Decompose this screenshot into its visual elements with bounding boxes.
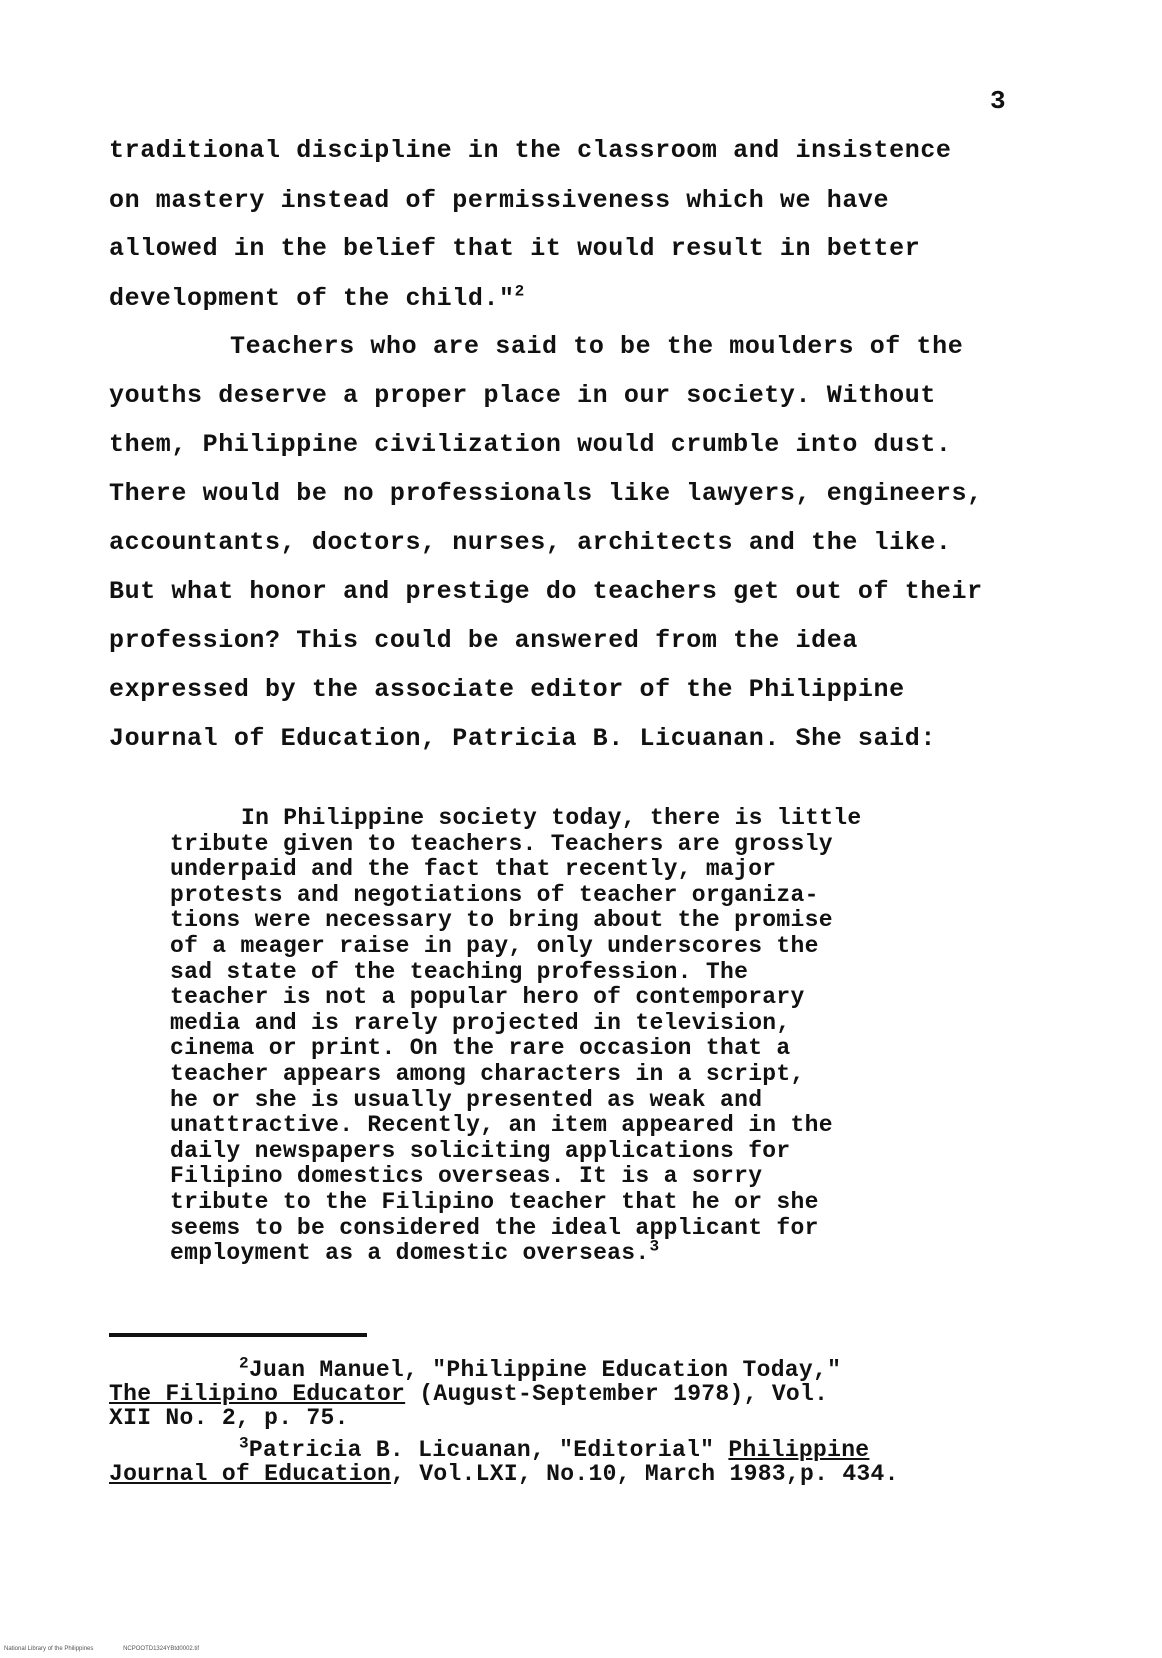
quote-line: In Philippine society today, there is little	[241, 805, 862, 831]
footnote-text: Juan Manuel, "Philippine Education Today,"	[248, 1357, 842, 1383]
body-text-line: There would be no professionals like lawyers, engineers,	[109, 479, 983, 508]
footnote-ref: 2	[514, 282, 525, 301]
body-text-line: Journal of Education, Patricia B. Licuanan. She said:	[109, 724, 936, 753]
quote-line: cinema or print. On the rare occasion that a	[170, 1035, 791, 1062]
quote-line: teacher is not a popular hero of contemporary	[170, 984, 805, 1011]
archive-footer-right: NCPOOTD1324YBtd0002.tif	[123, 1646, 200, 1652]
footnote-3	[109, 1434, 1029, 1487]
quote-line: media and is rarely projected in television,	[170, 1009, 791, 1036]
quote-line: of a meager raise in pay, only underscores the	[170, 932, 819, 959]
quote-line: tribute given to teachers. Teachers are grossly	[170, 830, 833, 857]
body-text-line: youths deserve a proper place in our society. Without	[109, 381, 936, 410]
quote-line: tions were necessary to bring about the promise	[170, 907, 833, 934]
page-number: 3	[990, 86, 1006, 116]
body-text-line: accountants, doctors, nurses, architects and the like.	[109, 528, 952, 557]
quote-line: Filipino domestics overseas. It is a sorry	[170, 1163, 763, 1190]
body-text-line: allowed in the belief that it would result in better	[109, 234, 921, 263]
archive-footer	[4, 1646, 227, 1652]
body-text-line: traditional discipline in the classroom and insistence	[109, 136, 952, 165]
footnote-title: Journal of Education	[109, 1461, 392, 1487]
footnote-2	[109, 1354, 1029, 1431]
body-text-line: But what honor and prestige do teachers get out of their	[109, 577, 983, 606]
quote-line: seems to be considered the ideal applicant for	[170, 1214, 819, 1241]
quote-line-last	[170, 1237, 950, 1267]
quote-text: employment as a domestic overseas.	[170, 1240, 650, 1267]
quote-line: tribute to the Filipino teacher that he or she	[170, 1188, 819, 1215]
footnote-title: Philippine	[728, 1437, 870, 1463]
footnote-separator	[109, 1333, 367, 1337]
body-text-line: profession? This could be answered from the idea	[109, 626, 858, 655]
quote-line: daily newspapers soliciting applications for	[170, 1137, 791, 1164]
quote-line: unattractive. Recently, an item appeared in the	[170, 1112, 833, 1139]
body-text-line: them, Philippine civilization would crumble into dust.	[109, 430, 952, 459]
block-quote	[170, 806, 950, 1267]
footnote-number: 3	[239, 1434, 249, 1453]
footnote-text: , Vol.LXI, No.10, March 1983,p. 434.	[391, 1461, 899, 1487]
quote-line: teacher appears among characters in a script,	[170, 1060, 805, 1087]
footnote-text: (August-September 1978), Vol.	[405, 1381, 829, 1407]
quote-line: protests and negotiations of teacher organiza-	[170, 881, 819, 908]
footnote-title: The Filipino Educator	[109, 1381, 406, 1407]
footnote-text: XII No. 2, p. 75.	[109, 1405, 349, 1431]
body-text-line: expressed by the associate editor of the Philippine	[109, 675, 905, 704]
body-text-line: on mastery instead of permissiveness which we have	[109, 186, 890, 215]
footnote-ref: 3	[649, 1237, 660, 1256]
quote-line: sad state of the teaching profession. The	[170, 958, 749, 985]
quote-line: he or she is usually presented as weak and	[170, 1086, 763, 1113]
body-text: development of the child."	[109, 284, 515, 313]
body-text-line: Teachers who are said to be the moulders of the	[230, 332, 964, 361]
footnote-text: Patricia B. Licuanan, "Editorial"	[248, 1437, 729, 1463]
quote-line: underpaid and the fact that recently, major	[170, 856, 777, 883]
archive-footer-left: National Library of the Philippines	[4, 1646, 94, 1652]
body-text-line	[109, 284, 525, 313]
footnote-number: 2	[239, 1354, 249, 1373]
